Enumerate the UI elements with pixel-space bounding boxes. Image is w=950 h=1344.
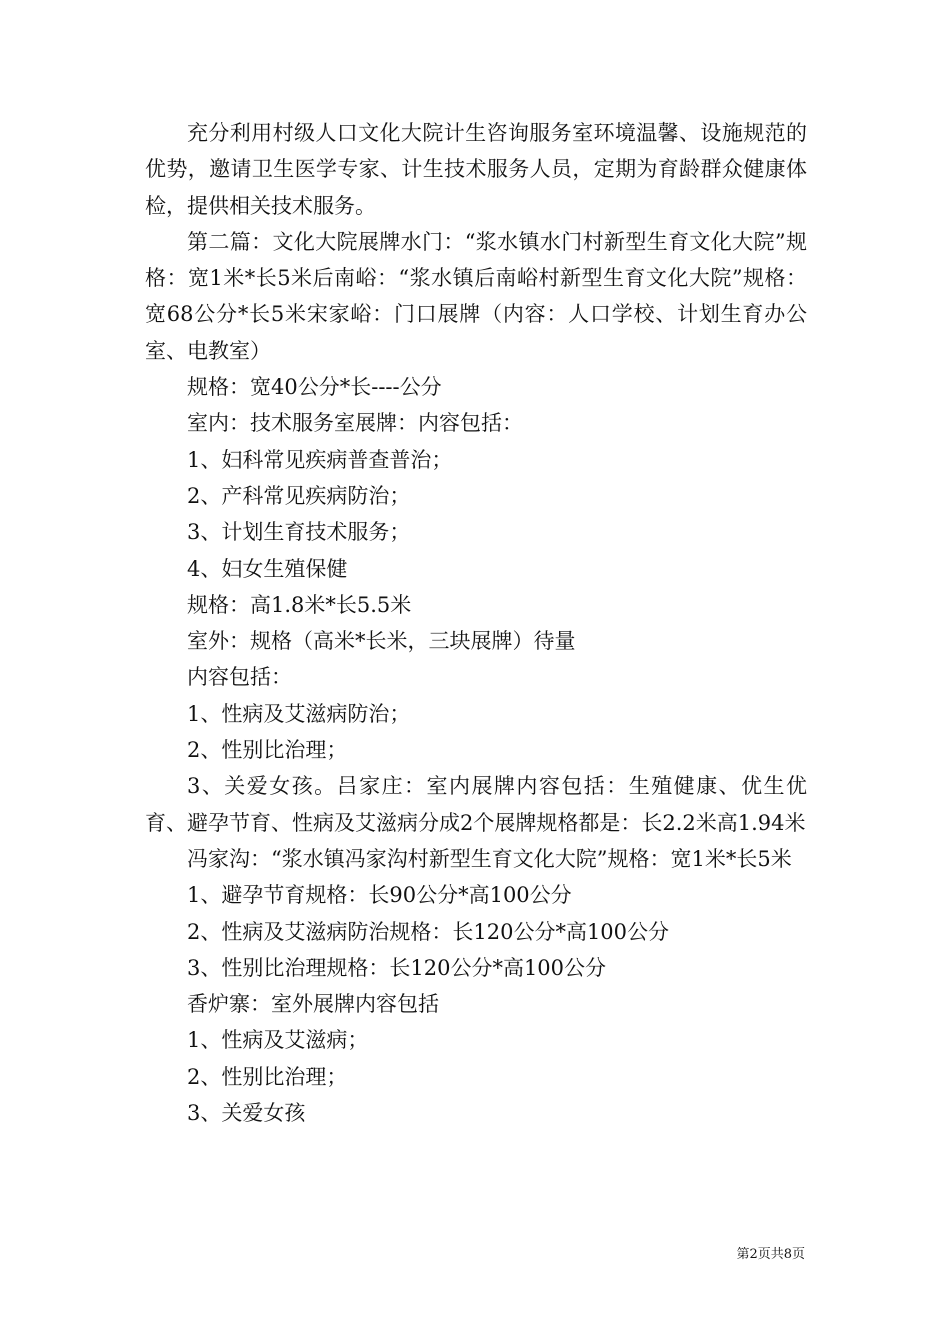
paragraph-lujiazhuang: 3、关爱女孩。吕家庄：室内展牌内容包括：生殖健康、优生优育、避孕节育、性病及艾滋病分成2个展牌规格都是：长2.2米高1.94米 xyxy=(145,774,807,835)
list-item: 1、妇科常见疾病普查普治； xyxy=(187,447,453,472)
paragraph-spec-size: 规格：高1.8米*长5.5米 xyxy=(187,592,412,617)
list-item: 2、性别比治理； xyxy=(187,738,348,763)
paragraph-fengjiagou: 冯家沟：“浆水镇冯家沟村新型生育文化大院”规格：宽1米*长5米 xyxy=(187,846,792,871)
list-item: 2、产科常见疾病防治； xyxy=(187,483,411,508)
list-item: 1、性病及艾滋病； xyxy=(187,1028,369,1053)
paragraph-intro: 充分利用村级人口文化大院计生咨询服务室环境温馨、设施规范的优势，邀请卫生医学专家、计生技术服务人员，定期为育龄群众健康体检，提供相关技术服务。 xyxy=(145,121,807,218)
list-item: 2、性病及艾滋病防治规格：长120公分*高100公分 xyxy=(187,919,670,944)
paragraph-xianglu: 香炉寨：室外展牌内容包括 xyxy=(187,992,439,1017)
list-item: 3、计划生育技术服务； xyxy=(187,520,411,545)
list-item: 2、性别比治理； xyxy=(187,1064,348,1089)
list-item: 3、性别比治理规格：长120公分*高100公分 xyxy=(187,955,607,980)
page-number: 第2页共8页 xyxy=(736,1247,805,1262)
list-item: 1、性病及艾滋病防治； xyxy=(187,701,411,726)
paragraph-indoor-heading: 室内：技术服务室展牌：内容包括： xyxy=(187,411,523,436)
list-item: 1、避孕节育规格：长90公分*高100公分 xyxy=(187,883,572,908)
paragraph-outdoor: 室外：规格（高米*长米，三块展牌）待量 xyxy=(187,629,576,654)
paragraph-section-two: 第二篇：文化大院展牌水门：“浆水镇水门村新型生育文化大院”规格：宽1米*长5米后南峪：“浆水镇后南峪村新型生育文化大院”规格：宽68公分*长5米宋家峪：门口展牌（内容：人口学校、计划生育办公室、电教室） xyxy=(145,229,807,363)
paragraph-content-heading: 内容包括： xyxy=(187,665,292,690)
list-item: 3、关爱女孩 xyxy=(187,1101,306,1126)
paragraph-spec-width: 规格：宽40公分*长----公分 xyxy=(187,375,442,400)
document-body xyxy=(145,115,807,1131)
list-item: 4、妇女生殖保健 xyxy=(187,556,348,581)
